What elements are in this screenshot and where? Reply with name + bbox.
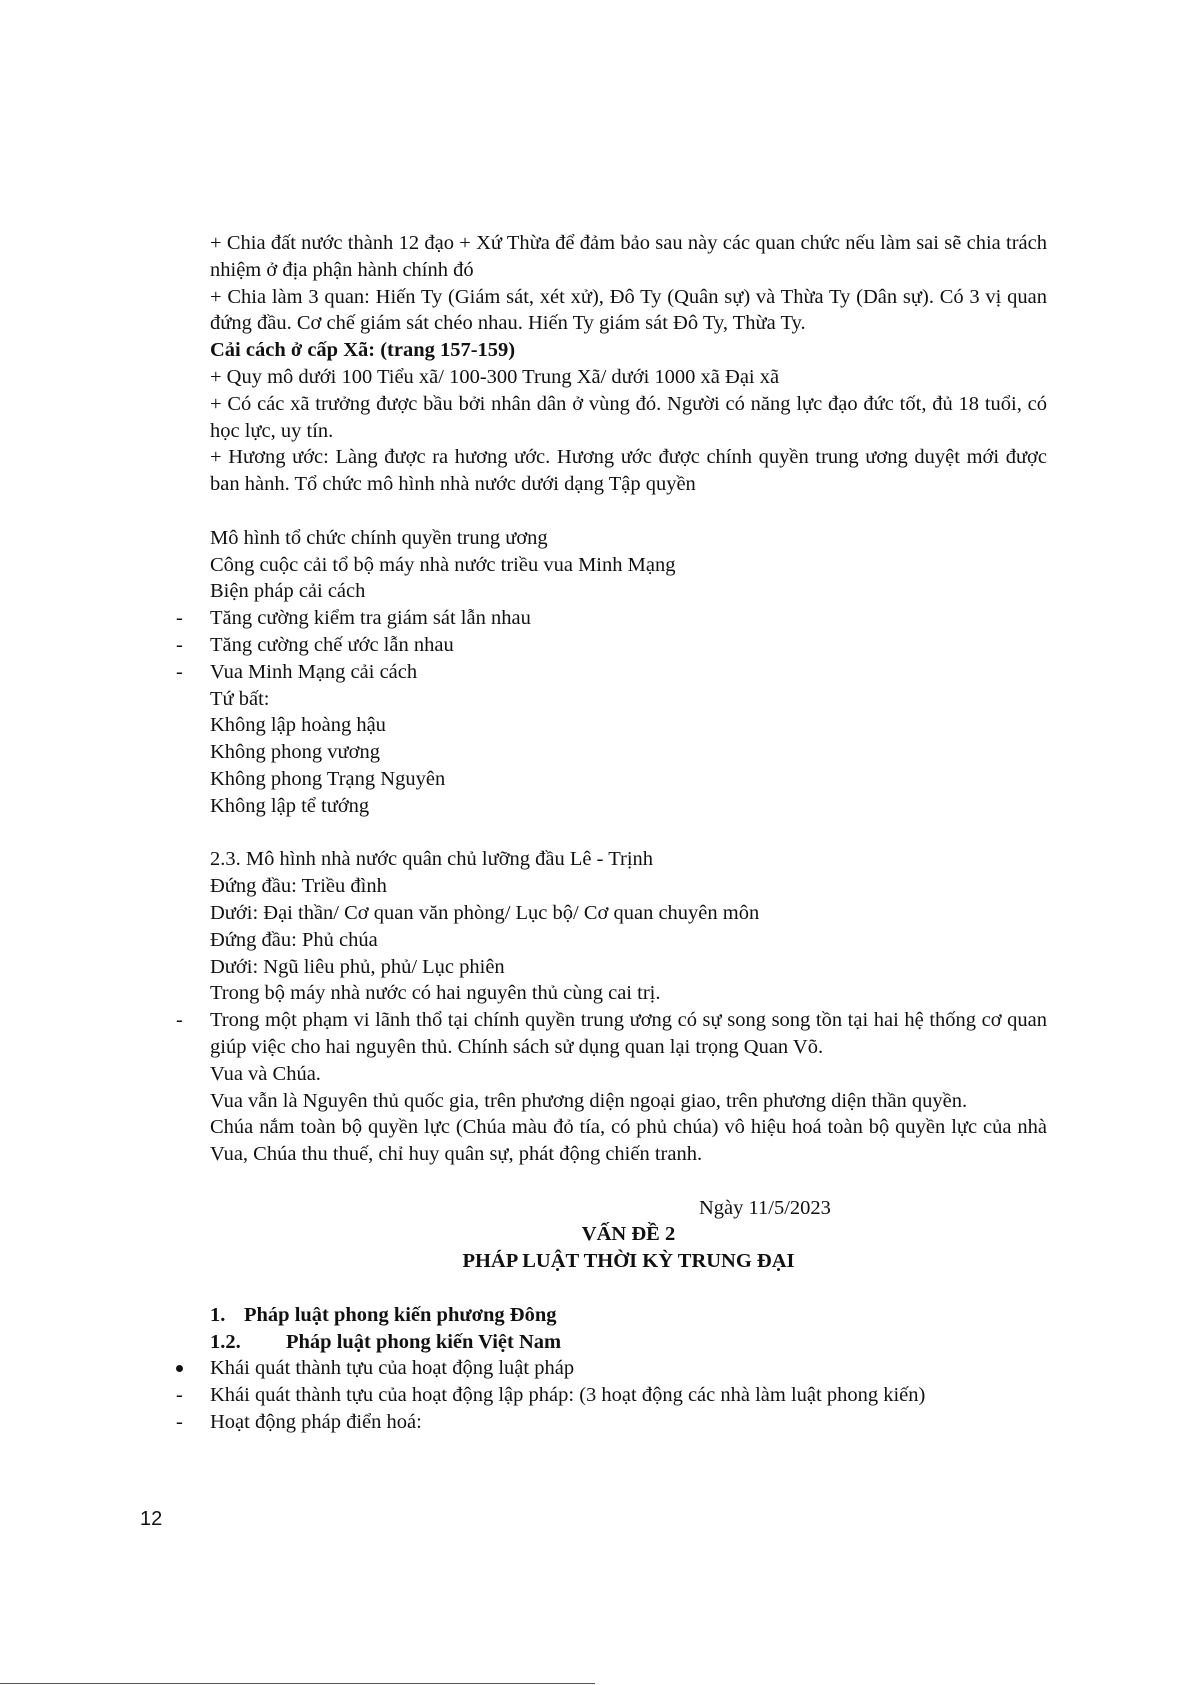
- divider: [0, 1683, 595, 1684]
- bullet-item: Khái quát thành tựu của hoạt động luật pháp: [210, 1355, 1047, 1382]
- chapter-label: VẤN ĐỀ 2: [581, 1223, 676, 1246]
- document-body: [210, 230, 1047, 1436]
- paragraph: + Có các xã trưởng được bầu bởi nhân dân ở vùng đó. Người có năng lực đạo đức tốt, đủ 18 tuổi, có học lực, uy tín.: [210, 392, 1047, 442]
- paragraph: Biện pháp cải cách: [210, 580, 366, 603]
- paragraph: Vua và Chúa.: [210, 1062, 321, 1085]
- spacer: [210, 820, 1047, 847]
- heading-text: Pháp luật phong kiến phương Đông: [244, 1303, 557, 1326]
- paragraph: Công cuộc cải tổ bộ máy nhà nước triều vua Minh Mạng: [210, 553, 676, 576]
- list-item: - Hoạt động pháp điển hoá:: [210, 1409, 1047, 1436]
- heading-number: 1.: [210, 1303, 226, 1326]
- paragraph: Mô hình tổ chức chính quyền trung ương: [210, 526, 548, 549]
- paragraph: Trong bộ máy nhà nước có hai nguyên thủ cùng cai trị.: [210, 982, 661, 1005]
- spacer: [210, 498, 1047, 525]
- subheading-number: 1.2.: [210, 1330, 241, 1353]
- list-item: - Trong một phạm vi lãnh thổ tại chính quyền trung ương có sự song song tồn tại hai hệ thống cơ quan giúp việc cho hai nguyên thủ. Chính sách sử dụng quan lại trọng Quan Võ.: [210, 1007, 1047, 1061]
- numbered-heading: [210, 1302, 1047, 1329]
- numbered-subheading: [210, 1329, 1047, 1356]
- subsection-heading: 2.3. Mô hình nhà nước quân chủ lưỡng đầu Lê - Trịnh: [210, 848, 654, 871]
- paragraph: Chúa nắm toàn bộ quyền lực (Chúa màu đỏ tía, có phủ chúa) vô hiệu hoá toàn bộ quyền lực của nhà Vua, Chúa thu thuế, chỉ huy quân sự, phát động chiến tranh.: [210, 1116, 1047, 1166]
- paragraph: Dưới: Đại thần/ Cơ quan văn phòng/ Lục bộ/ Cơ quan chuyên môn: [210, 901, 760, 924]
- section-heading: Cải cách ở cấp Xã: (trang 157-159): [210, 339, 516, 362]
- paragraph: Tứ bất:: [210, 687, 270, 710]
- paragraph: Không phong vương: [210, 741, 381, 764]
- chapter-title: PHÁP LUẬT THỜI KỲ TRUNG ĐẠI: [462, 1250, 795, 1273]
- subheading-text: Pháp luật phong kiến Việt Nam: [286, 1330, 562, 1353]
- paragraph: + Hương ước: Làng được ra hương ước. Hương ước được chính quyền trung ương duyệt mới được ban hành. Tổ chức mô hình nhà nước dưới dạng Tập quyền: [210, 446, 1047, 496]
- spacer: [210, 1275, 1047, 1302]
- paragraph: + Chia làm 3 quan: Hiến Ty (Giám sát, xét xử), Đô Ty (Quân sự) và Thừa Ty (Dân sự). Có 3 vị quan đứng đầu. Cơ chế giám sát chéo nhau. Hiến Ty giám sát Đô Ty, Thừa Ty.: [210, 285, 1047, 335]
- date-line: Ngày 11/5/2023: [699, 1196, 831, 1219]
- paragraph: Dưới: Ngũ liêu phủ, phủ/ Lục phiên: [210, 955, 505, 978]
- list-item: - Khái quát thành tựu của hoạt động lập pháp: (3 hoạt động các nhà làm luật phong kiến): [210, 1382, 1047, 1409]
- list-item: - Tăng cường chế ước lẫn nhau: [210, 632, 1047, 659]
- paragraph: Không phong Trạng Nguyên: [210, 767, 446, 790]
- paragraph: + Quy mô dưới 100 Tiểu xã/ 100-300 Trung Xã/ dưới 1000 xã Đại xã: [210, 365, 780, 388]
- paragraph: Không lập hoàng hậu: [210, 714, 386, 737]
- paragraph: Vua vẫn là Nguyên thủ quốc gia, trên phương diện ngoại giao, trên phương diện thần quyền.: [210, 1089, 968, 1112]
- list-item: - Tăng cường kiểm tra giám sát lẫn nhau: [210, 605, 1047, 632]
- paragraph: Đứng đầu: Triều đình: [210, 875, 387, 898]
- list-item: - Vua Minh Mạng cải cách: [210, 659, 1047, 686]
- paragraph: Không lập tể tướng: [210, 794, 370, 817]
- paragraph: Đứng đầu: Phủ chúa: [210, 928, 378, 951]
- paragraph: + Chia đất nước thành 12 đạo + Xứ Thừa để đảm bảo sau này các quan chức nếu làm sai sẽ chia trách nhiệm ở địa phận hành chính đó: [210, 232, 1047, 281]
- page-number: 12: [140, 1508, 163, 1530]
- spacer: [210, 1168, 1047, 1195]
